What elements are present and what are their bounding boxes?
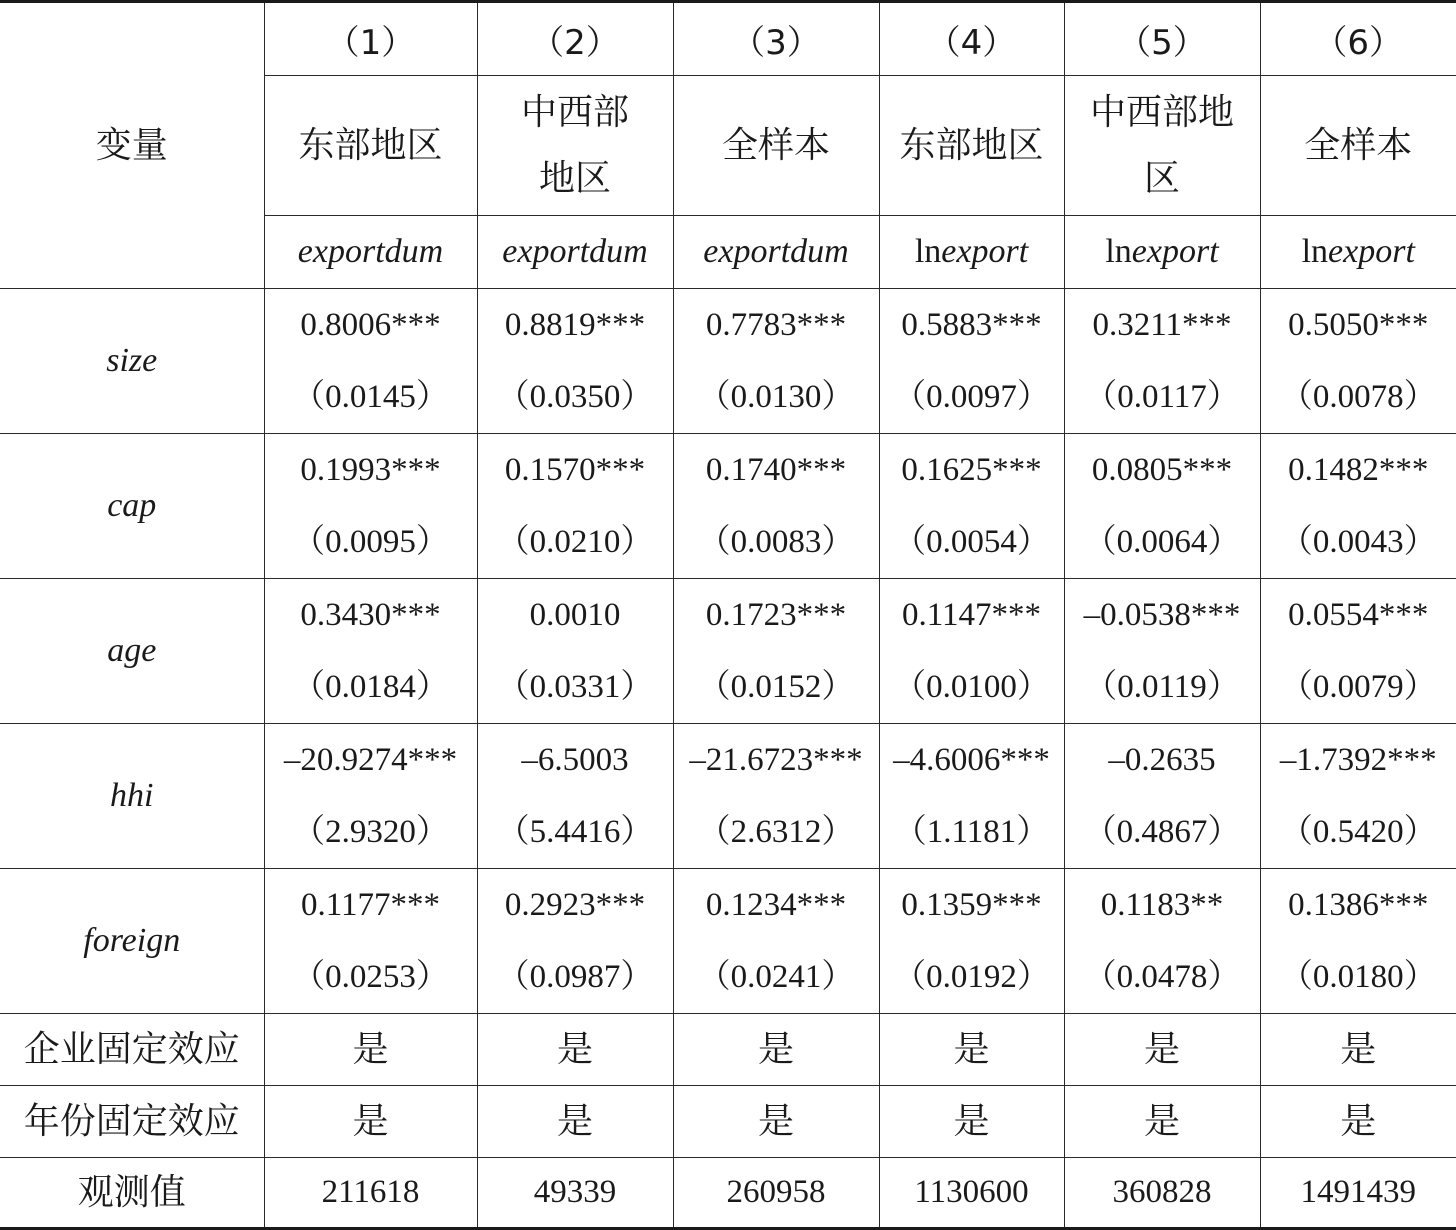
coefficient: 0.8006***	[265, 289, 477, 361]
standard-error: （0.0184）	[265, 651, 477, 723]
estimate-cell	[1064, 869, 1260, 1014]
variable-name: hhi	[0, 724, 264, 869]
estimate-cell	[477, 289, 673, 434]
dep-name: export	[941, 233, 1028, 270]
table-row	[0, 434, 1456, 579]
estimate-cell	[673, 289, 879, 434]
dep-prefix: ln	[1105, 233, 1131, 270]
column-number: （5）	[1064, 2, 1260, 76]
coefficient: –21.6723***	[674, 724, 879, 796]
dep-name: exportdum	[298, 233, 443, 270]
yes-cell: 是	[1064, 1014, 1260, 1086]
standard-error: （0.0083）	[674, 506, 879, 578]
observation-count: 211618	[264, 1158, 477, 1229]
coefficient: –20.9274***	[265, 724, 477, 796]
estimate-cell	[879, 289, 1064, 434]
region-line: 中西部地	[1065, 80, 1260, 146]
standard-error: （0.0054）	[880, 506, 1064, 578]
standard-error: （0.0130）	[674, 361, 879, 433]
region-line: 东部地区	[265, 113, 477, 179]
coefficient: 0.1177***	[265, 869, 477, 941]
estimate-cell	[264, 869, 477, 1014]
fixed-effect-row	[0, 1086, 1456, 1158]
dependent-variable	[1064, 216, 1260, 289]
standard-error: （0.0078）	[1261, 361, 1456, 433]
coefficient: 0.1234***	[674, 869, 879, 941]
estimate-cell	[879, 724, 1064, 869]
yes-cell: 是	[477, 1086, 673, 1158]
coefficient: 0.2923***	[478, 869, 673, 941]
column-number: （1）	[264, 2, 477, 76]
observations-row	[0, 1158, 1456, 1229]
estimate-cell	[1064, 434, 1260, 579]
coefficient: 0.1359***	[880, 869, 1064, 941]
standard-error: （0.5420）	[1261, 796, 1456, 868]
dependent-variable	[1260, 216, 1456, 289]
region-header	[477, 76, 673, 216]
region-line: 全样本	[674, 113, 879, 179]
standard-error: （0.0241）	[674, 941, 879, 1013]
standard-error: （0.0192）	[880, 941, 1064, 1013]
yes-cell: 是	[264, 1014, 477, 1086]
estimate-cell	[477, 434, 673, 579]
observation-count: 1491439	[1260, 1158, 1456, 1229]
dependent-variable	[477, 216, 673, 289]
region-line: 地区	[478, 146, 673, 212]
estimate-cell	[1260, 869, 1456, 1014]
variable-name: age	[0, 579, 264, 724]
coefficient: 0.3430***	[265, 579, 477, 651]
estimate-cell	[879, 434, 1064, 579]
estimate-cell	[477, 579, 673, 724]
coefficient: 0.1482***	[1261, 434, 1456, 506]
estimate-cell	[673, 579, 879, 724]
dep-prefix: ln	[915, 233, 941, 270]
table-row	[0, 724, 1456, 869]
dependent-variable	[264, 216, 477, 289]
yes-cell: 是	[264, 1086, 477, 1158]
yes-cell: 是	[673, 1086, 879, 1158]
dep-name: exportdum	[502, 233, 647, 270]
dependent-variable	[879, 216, 1064, 289]
standard-error: （0.0097）	[880, 361, 1064, 433]
coefficient: 0.8819***	[478, 289, 673, 361]
coefficient: 0.5883***	[880, 289, 1064, 361]
region-line: 全样本	[1261, 113, 1456, 179]
estimate-cell	[673, 869, 879, 1014]
coefficient: 0.1183**	[1065, 869, 1260, 941]
column-number-row	[0, 2, 1456, 76]
yes-cell: 是	[1260, 1086, 1456, 1158]
estimate-cell	[1064, 289, 1260, 434]
dep-prefix: ln	[1302, 233, 1328, 270]
variable-header: 变量	[0, 2, 264, 289]
coefficient: 0.1625***	[880, 434, 1064, 506]
dep-name: export	[1132, 233, 1219, 270]
row-label: 企业固定效应	[0, 1014, 264, 1086]
estimate-cell	[879, 869, 1064, 1014]
region-line: 区	[1065, 146, 1260, 212]
standard-error: （0.0064）	[1065, 506, 1260, 578]
dependent-variable	[673, 216, 879, 289]
standard-error: （0.0119）	[1065, 651, 1260, 723]
standard-error: （0.0100）	[880, 651, 1064, 723]
estimate-cell	[1260, 724, 1456, 869]
dep-name: export	[1328, 233, 1415, 270]
estimate-cell	[1064, 724, 1260, 869]
standard-error: （0.0079）	[1261, 651, 1456, 723]
estimate-cell	[264, 289, 477, 434]
estimate-cell	[1064, 579, 1260, 724]
estimate-cell	[673, 724, 879, 869]
estimate-cell	[264, 434, 477, 579]
standard-error: （0.0117）	[1065, 361, 1260, 433]
region-header	[264, 76, 477, 216]
standard-error: （0.0095）	[265, 506, 477, 578]
standard-error: （2.9320）	[265, 796, 477, 868]
coefficient: 0.3211***	[1065, 289, 1260, 361]
variable-name: size	[0, 289, 264, 434]
yes-cell: 是	[673, 1014, 879, 1086]
region-header	[879, 76, 1064, 216]
coefficient: 0.1993***	[265, 434, 477, 506]
coefficient: 0.0010	[478, 579, 673, 651]
standard-error: （0.0152）	[674, 651, 879, 723]
yes-cell: 是	[879, 1086, 1064, 1158]
estimate-cell	[1260, 434, 1456, 579]
coefficient: –4.6006***	[880, 724, 1064, 796]
region-line: 东部地区	[880, 113, 1064, 179]
standard-error: （5.4416）	[478, 796, 673, 868]
coefficient: 0.1147***	[880, 579, 1064, 651]
estimate-cell	[673, 434, 879, 579]
yes-cell: 是	[477, 1014, 673, 1086]
coefficient: 0.1723***	[674, 579, 879, 651]
coefficient: 0.1570***	[478, 434, 673, 506]
column-number: （3）	[673, 2, 879, 76]
standard-error: （0.0478）	[1065, 941, 1260, 1013]
region-header	[1260, 76, 1456, 216]
standard-error: （2.6312）	[674, 796, 879, 868]
standard-error: （0.0180）	[1261, 941, 1456, 1013]
table-row	[0, 289, 1456, 434]
coefficient: 0.1740***	[674, 434, 879, 506]
coefficient: –0.0538***	[1065, 579, 1260, 651]
estimate-cell	[477, 724, 673, 869]
observation-count: 1130600	[879, 1158, 1064, 1229]
standard-error: （1.1181）	[880, 796, 1064, 868]
coefficient: 0.5050***	[1261, 289, 1456, 361]
coefficient: 0.1386***	[1261, 869, 1456, 941]
coefficient: –0.2635	[1065, 724, 1260, 796]
standard-error: （0.4867）	[1065, 796, 1260, 868]
coefficient: –1.7392***	[1261, 724, 1456, 796]
variable-name: foreign	[0, 869, 264, 1014]
observation-count: 49339	[477, 1158, 673, 1229]
dep-name: exportdum	[703, 233, 848, 270]
yes-cell: 是	[879, 1014, 1064, 1086]
estimate-cell	[264, 579, 477, 724]
estimate-cell	[477, 869, 673, 1014]
row-label: 年份固定效应	[0, 1086, 264, 1158]
observation-count: 360828	[1064, 1158, 1260, 1229]
standard-error: （0.0987）	[478, 941, 673, 1013]
coefficient: 0.0805***	[1065, 434, 1260, 506]
region-line: 中西部	[478, 80, 673, 146]
column-number: （6）	[1260, 2, 1456, 76]
yes-cell: 是	[1064, 1086, 1260, 1158]
table-row	[0, 579, 1456, 724]
variable-name: cap	[0, 434, 264, 579]
fixed-effect-row	[0, 1014, 1456, 1086]
estimate-cell	[879, 579, 1064, 724]
standard-error: （0.0253）	[265, 941, 477, 1013]
estimate-cell	[1260, 289, 1456, 434]
estimate-cell	[1260, 579, 1456, 724]
coefficient: 0.7783***	[674, 289, 879, 361]
row-label: 观测值	[0, 1158, 264, 1229]
standard-error: （0.0043）	[1261, 506, 1456, 578]
standard-error: （0.0331）	[478, 651, 673, 723]
standard-error: （0.0350）	[478, 361, 673, 433]
region-header	[1064, 76, 1260, 216]
column-number: （4）	[879, 2, 1064, 76]
estimate-cell	[264, 724, 477, 869]
coefficient: –6.5003	[478, 724, 673, 796]
standard-error: （0.0145）	[265, 361, 477, 433]
yes-cell: 是	[1260, 1014, 1456, 1086]
standard-error: （0.0210）	[478, 506, 673, 578]
region-header	[673, 76, 879, 216]
table-row	[0, 869, 1456, 1014]
column-number: （2）	[477, 2, 673, 76]
observation-count: 260958	[673, 1158, 879, 1229]
coefficient: 0.0554***	[1261, 579, 1456, 651]
